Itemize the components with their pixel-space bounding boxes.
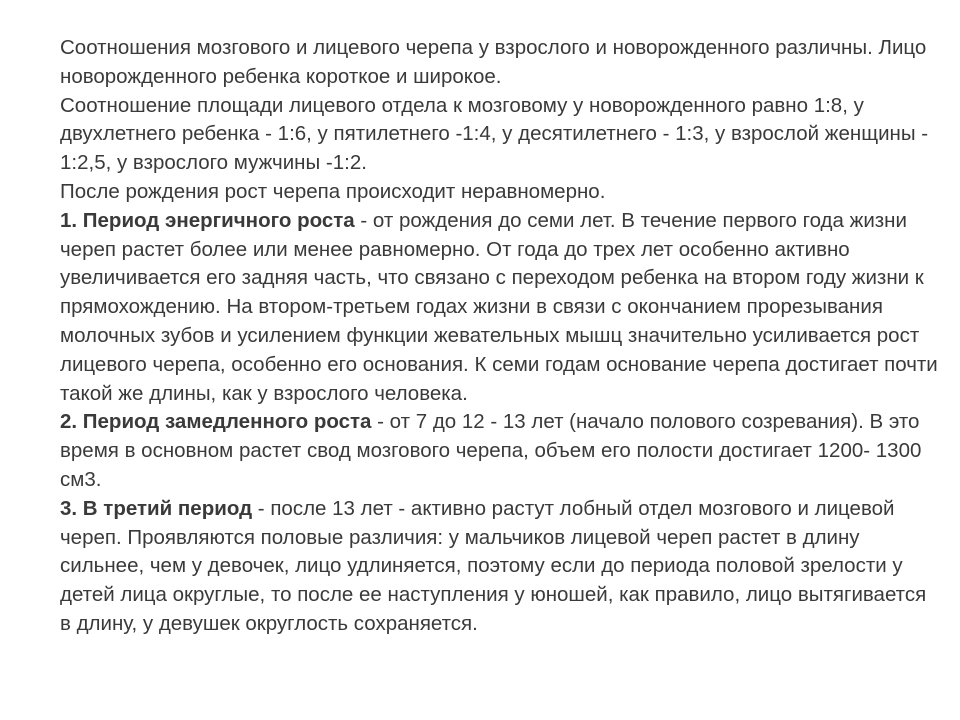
- paragraph-period-3: [60, 495, 940, 639]
- period-2-text: - от 7 до 12 - 13 лет (начало полового созревания). В это время в основном растет свод мозгового черепа, объем его полости достигает 1200- 1300 см3.: [60, 410, 922, 491]
- period-1-term: 1. Период энергичного роста: [60, 208, 355, 232]
- paragraph-growth-uneven: После рождения рост черепа происходит неравномерно.: [60, 179, 606, 203]
- period-3-term: 3. В третий период: [60, 496, 253, 520]
- period-2-term: 2. Период замедленного роста: [60, 410, 372, 434]
- paragraph-period-1: [60, 207, 940, 409]
- period-1-text: - от рождения до семи лет. В течение первого года жизни череп растет более или менее равномерно. От года до трех лет особенно активно увеличивается его задняя часть, что связано с переходом ребенка на втором году жизни к прямохождению. На втором-третьем годах жизни в связи с окончанием прорезывания молочных зубов и усилением функции жевательных мышц значительно усиливается рост лицевого черепа, особенно его основания. К семи годам основание черепа достигает почти такой же длины, как у взрослого человека.: [60, 208, 938, 405]
- slide-text-body: [60, 34, 940, 639]
- period-3-text: - после 13 лет - активно растут лобный отдел мозгового и лицевой череп. Проявляются половые различия: у мальчиков лицевой череп растет в длину сильнее, чем у девочек, лицо удлиняется, поэтому если до периода половой зрелости у детей лица округлые, то после ее наступления у юношей, как правило, лицо вытягивается в длину, у девушек округлость сохраняется.: [60, 496, 927, 635]
- paragraph-period-2: [60, 408, 940, 494]
- paragraph-area-ratio: Соотношение площади лицевого отдела к мозговому у новорожденного равно 1:8, у двухлетнего ребенка - 1:6, у пятилетнего -1:4, у десятилетнего - 1:3, у взрослой женщины - 1:2,5, у взрослого мужчины -1:2.: [60, 93, 929, 175]
- paragraph-skull-ratio-intro: Соотношения мозгового и лицевого черепа у взрослого и новорожденного различны. Лицо новорожденного ребенка короткое и широкое.: [60, 36, 927, 88]
